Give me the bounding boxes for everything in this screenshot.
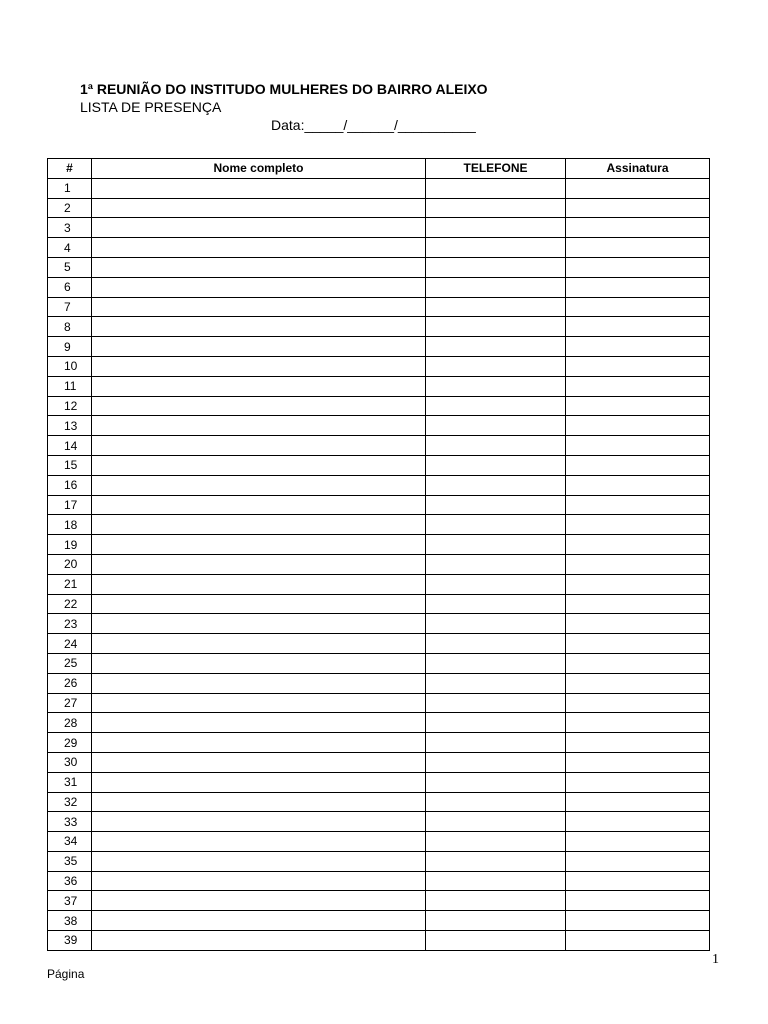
signature-cell[interactable] [566,713,710,733]
phone-cell[interactable] [426,356,566,376]
row-number: 10 [48,356,92,376]
table-row [48,693,710,713]
table-row [48,653,710,673]
table-row [48,376,710,396]
name-cell[interactable] [92,911,426,931]
signature-cell[interactable] [566,535,710,555]
phone-cell[interactable] [426,574,566,594]
name-cell[interactable] [92,535,426,555]
signature-cell[interactable] [566,653,710,673]
phone-cell[interactable] [426,693,566,713]
table-row [48,475,710,495]
row-number: 6 [48,277,92,297]
row-number: 7 [48,297,92,317]
table-row [48,594,710,614]
name-cell[interactable] [92,653,426,673]
row-number: 20 [48,554,92,574]
phone-cell[interactable] [426,614,566,634]
name-cell[interactable] [92,277,426,297]
table-row [48,733,710,753]
signature-cell[interactable] [566,297,710,317]
signature-cell[interactable] [566,832,710,852]
signature-cell[interactable] [566,475,710,495]
name-cell[interactable] [92,851,426,871]
name-cell[interactable] [92,713,426,733]
table-row [48,495,710,515]
phone-cell[interactable] [426,376,566,396]
name-cell[interactable] [92,257,426,277]
attendance-table [47,158,710,951]
signature-cell[interactable] [566,812,710,832]
table-row [48,911,710,931]
table-row [48,931,710,951]
row-number: 38 [48,911,92,931]
row-number: 5 [48,257,92,277]
name-cell[interactable] [92,396,426,416]
name-cell[interactable] [92,594,426,614]
signature-cell[interactable] [566,851,710,871]
name-cell[interactable] [92,317,426,337]
page-footer-label: Página [47,967,85,981]
phone-cell[interactable] [426,653,566,673]
name-cell[interactable] [92,634,426,654]
row-number: 19 [48,535,92,555]
name-cell[interactable] [92,931,426,951]
table-row [48,891,710,911]
row-number: 39 [48,931,92,951]
signature-cell[interactable] [566,416,710,436]
row-number: 30 [48,752,92,772]
row-number: 25 [48,653,92,673]
row-number: 22 [48,594,92,614]
table-row [48,614,710,634]
table-header-row [48,159,710,179]
signature-cell[interactable] [566,317,710,337]
row-number: 37 [48,891,92,911]
name-cell[interactable] [92,455,426,475]
name-cell[interactable] [92,337,426,357]
phone-cell[interactable] [426,317,566,337]
table-row [48,238,710,258]
phone-cell[interactable] [426,752,566,772]
name-cell[interactable] [92,891,426,911]
row-number: 29 [48,733,92,753]
phone-cell[interactable] [426,733,566,753]
table-body [48,178,710,950]
signature-cell[interactable] [566,693,710,713]
signature-cell[interactable] [566,772,710,792]
document-subtitle: LISTA DE PRESENÇA [80,99,222,115]
name-cell[interactable] [92,198,426,218]
phone-cell[interactable] [426,594,566,614]
table-row [48,772,710,792]
signature-cell[interactable] [566,495,710,515]
phone-cell[interactable] [426,832,566,852]
name-cell[interactable] [92,178,426,198]
phone-cell[interactable] [426,238,566,258]
signature-cell[interactable] [566,198,710,218]
phone-cell[interactable] [426,198,566,218]
table-row [48,851,710,871]
row-number: 12 [48,396,92,416]
row-number: 11 [48,376,92,396]
phone-cell[interactable] [426,515,566,535]
signature-cell[interactable] [566,218,710,238]
row-number: 26 [48,673,92,693]
name-cell[interactable] [92,871,426,891]
phone-cell[interactable] [426,891,566,911]
table-row [48,416,710,436]
phone-cell[interactable] [426,535,566,555]
phone-cell[interactable] [426,297,566,317]
signature-cell[interactable] [566,376,710,396]
row-number: 24 [48,634,92,654]
row-number: 27 [48,693,92,713]
phone-cell[interactable] [426,337,566,357]
row-number: 28 [48,713,92,733]
table-row [48,297,710,317]
page-number: 1 [712,952,719,967]
name-cell[interactable] [92,495,426,515]
phone-cell[interactable] [426,871,566,891]
name-cell[interactable] [92,812,426,832]
phone-cell[interactable] [426,436,566,456]
table-row [48,535,710,555]
row-number: 33 [48,812,92,832]
table-row [48,317,710,337]
table-row [48,673,710,693]
phone-cell[interactable] [426,713,566,733]
signature-cell[interactable] [566,455,710,475]
phone-cell[interactable] [426,475,566,495]
row-number: 31 [48,772,92,792]
phone-cell[interactable] [426,931,566,951]
row-number: 32 [48,792,92,812]
signature-cell[interactable] [566,337,710,357]
name-cell[interactable] [92,238,426,258]
name-cell[interactable] [92,832,426,852]
table-row [48,396,710,416]
row-number: 3 [48,218,92,238]
table-row [48,574,710,594]
signature-cell[interactable] [566,891,710,911]
table-row [48,356,710,376]
name-cell[interactable] [92,356,426,376]
signature-cell[interactable] [566,871,710,891]
signature-cell[interactable] [566,396,710,416]
table-row [48,554,710,574]
name-cell[interactable] [92,515,426,535]
name-cell[interactable] [92,554,426,574]
phone-cell[interactable] [426,911,566,931]
table-row [48,634,710,654]
column-header-number: # [48,159,92,179]
phone-cell[interactable] [426,851,566,871]
table-row [48,337,710,357]
name-cell[interactable] [92,772,426,792]
column-header-phone: TELEFONE [426,159,566,179]
name-cell[interactable] [92,693,426,713]
column-header-signature: Assinatura [566,159,710,179]
name-cell[interactable] [92,574,426,594]
phone-cell[interactable] [426,495,566,515]
row-number: 23 [48,614,92,634]
row-number: 9 [48,337,92,357]
table-row [48,752,710,772]
name-cell[interactable] [92,792,426,812]
phone-cell[interactable] [426,416,566,436]
table-row [48,832,710,852]
signature-cell[interactable] [566,634,710,654]
signature-cell[interactable] [566,911,710,931]
table-row [48,871,710,891]
signature-cell[interactable] [566,594,710,614]
phone-cell[interactable] [426,218,566,238]
signature-cell[interactable] [566,733,710,753]
name-cell[interactable] [92,376,426,396]
row-number: 21 [48,574,92,594]
date-field-line: Data:_____/______/__________ [271,117,476,133]
signature-cell[interactable] [566,356,710,376]
row-number: 18 [48,515,92,535]
name-cell[interactable] [92,673,426,693]
name-cell[interactable] [92,614,426,634]
row-number: 1 [48,178,92,198]
signature-cell[interactable] [566,178,710,198]
phone-cell[interactable] [426,673,566,693]
phone-cell[interactable] [426,634,566,654]
name-cell[interactable] [92,475,426,495]
signature-cell[interactable] [566,752,710,772]
table-row [48,436,710,456]
row-number: 13 [48,416,92,436]
table-row [48,257,710,277]
row-number: 17 [48,495,92,515]
table-row [48,198,710,218]
name-cell[interactable] [92,436,426,456]
signature-cell[interactable] [566,277,710,297]
table-row [48,713,710,733]
row-number: 15 [48,455,92,475]
column-header-name: Nome completo [92,159,426,179]
row-number: 16 [48,475,92,495]
row-number: 4 [48,238,92,258]
row-number: 2 [48,198,92,218]
phone-cell[interactable] [426,396,566,416]
phone-cell[interactable] [426,772,566,792]
phone-cell[interactable] [426,812,566,832]
table-row [48,277,710,297]
table-row [48,515,710,535]
row-number: 35 [48,851,92,871]
phone-cell[interactable] [426,257,566,277]
name-cell[interactable] [92,416,426,436]
table-row [48,218,710,238]
signature-cell[interactable] [566,673,710,693]
row-number: 8 [48,317,92,337]
signature-cell[interactable] [566,515,710,535]
signature-cell[interactable] [566,574,710,594]
signature-cell[interactable] [566,554,710,574]
phone-cell[interactable] [426,792,566,812]
signature-cell[interactable] [566,257,710,277]
name-cell[interactable] [92,297,426,317]
name-cell[interactable] [92,733,426,753]
table-row [48,178,710,198]
table-row [48,455,710,475]
row-number: 14 [48,436,92,456]
signature-cell[interactable] [566,931,710,951]
signature-cell[interactable] [566,614,710,634]
phone-cell[interactable] [426,554,566,574]
table-row [48,812,710,832]
signature-cell[interactable] [566,436,710,456]
signature-cell[interactable] [566,238,710,258]
row-number: 36 [48,871,92,891]
phone-cell[interactable] [426,277,566,297]
document-title: 1ª REUNIÃO DO INSTITUDO MULHERES DO BAIRRO ALEIXO [80,81,488,97]
row-number: 34 [48,832,92,852]
name-cell[interactable] [92,752,426,772]
name-cell[interactable] [92,218,426,238]
signature-cell[interactable] [566,792,710,812]
table-row [48,792,710,812]
phone-cell[interactable] [426,455,566,475]
phone-cell[interactable] [426,178,566,198]
